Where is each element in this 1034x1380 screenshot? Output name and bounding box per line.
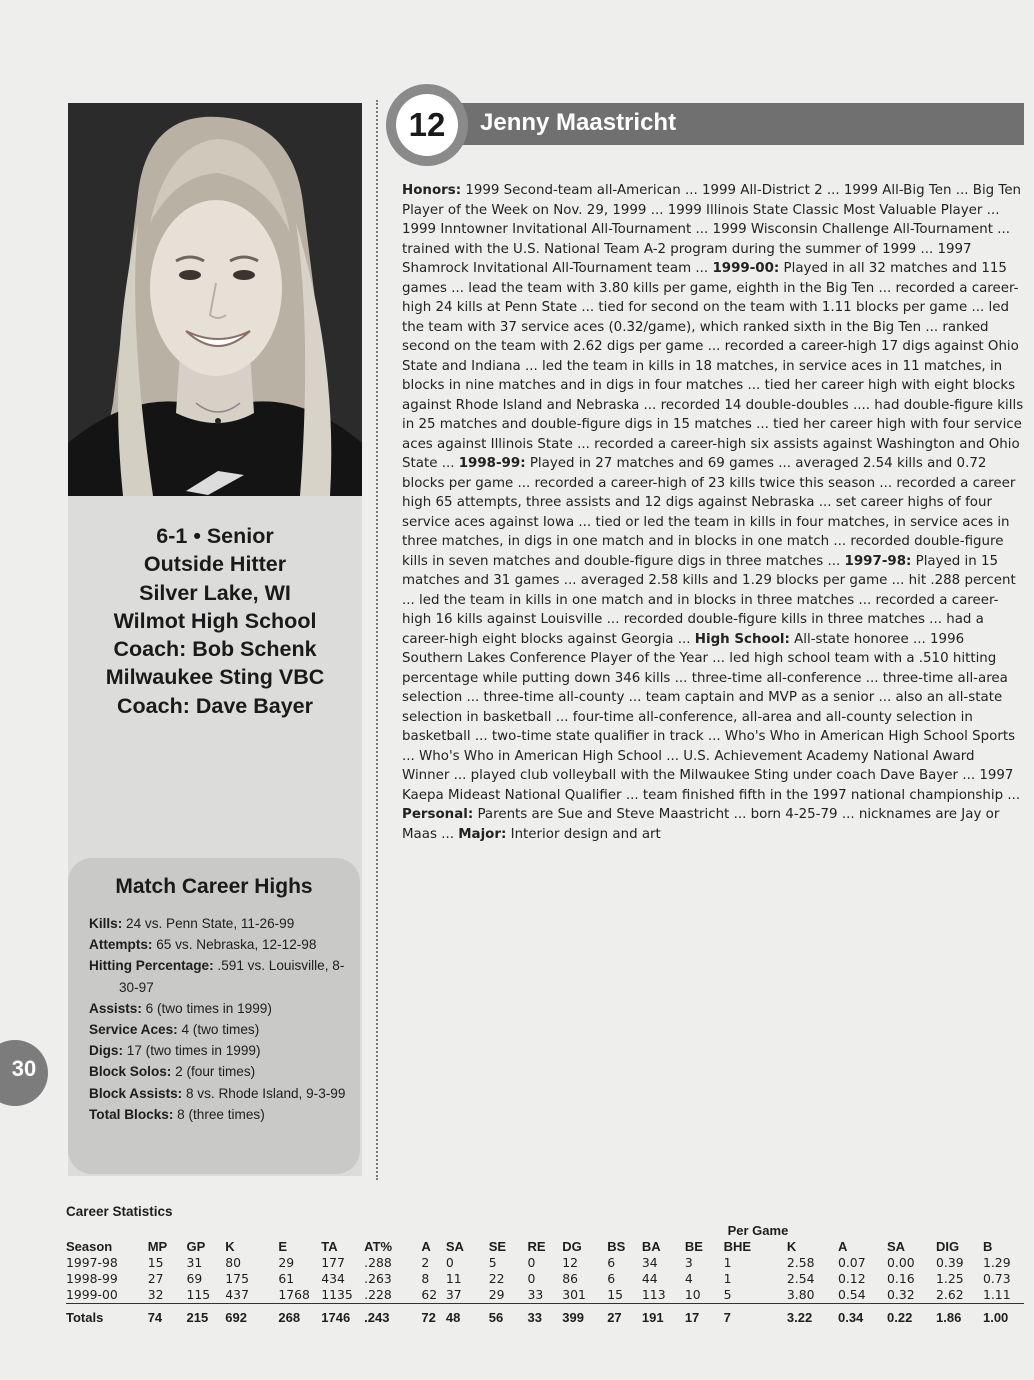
high-value: .591 vs. Louisville, 8-30-97 (119, 958, 345, 995)
portrait-illustration (68, 103, 362, 496)
player-photo (68, 103, 362, 496)
col-header: GP (186, 1239, 206, 1254)
table-row (66, 1287, 1024, 1304)
cell: 6 (607, 1255, 616, 1270)
high-label: Kills: (89, 916, 123, 931)
cell: 399 (562, 1304, 607, 1327)
col-header: BE (684, 1239, 703, 1254)
high-value: 24 vs. Penn State, 11-26-99 (126, 916, 295, 931)
cell: 0.54 (837, 1287, 866, 1302)
col-header: A (421, 1239, 431, 1254)
cell: 0 (445, 1255, 454, 1270)
career-statistics-title: Career Statistics (66, 1204, 173, 1219)
info-height-class: 6-1 • Senior (156, 524, 274, 548)
cell: 27 (607, 1304, 642, 1327)
cell: 86 (562, 1271, 579, 1286)
cell: 34 (641, 1255, 658, 1270)
cell: 62 (421, 1287, 438, 1302)
cell: 10 (684, 1287, 701, 1302)
career-statistics (66, 1204, 1024, 1326)
cell: 8 (421, 1271, 430, 1286)
bio-text-high-school: All-state honoree ... 1996 Southern Lakes Conference Player of the Year ... led high school team with a .510 hitting percentage while putting down 346 kills ... three-time all-conference ... three-time all-area selection ... three-time all-county ... team captain and MVP as a senior ... also an all-state selection in basketball ... four-time all-conference, all-area and all-county selection in basketball ... two-time state qualifier in track ... Who's Who in American High School Sports ... Who's Who in American High School ... U.S. Achievement Academy National Award Winner ... played club volleyball with the Milwaukee Sting under coach Dave Bayer ... 1997 Kaepa Mideast National Qualifier ... team finished fifth in the 1997 national championship ... (402, 631, 1021, 803)
cell: 437 (225, 1287, 249, 1302)
cell: 1998-99 (66, 1271, 118, 1286)
player-biography (402, 181, 1024, 844)
cell: 48 (446, 1304, 489, 1327)
high-item (89, 1083, 354, 1104)
high-item (89, 913, 354, 934)
cell: 1999-00 (66, 1287, 118, 1302)
high-value: 4 (two times) (181, 1022, 260, 1038)
high-label: Block Assists: (89, 1085, 183, 1101)
high-label: Attempts: (89, 937, 153, 953)
cell: 1 (723, 1271, 732, 1286)
high-label: Total Blocks: (89, 1106, 174, 1122)
cell: 115 (186, 1287, 211, 1302)
cell: 0.34 (838, 1304, 887, 1327)
cell: 29 (278, 1255, 295, 1270)
cell: 434 (321, 1271, 345, 1286)
stats-header-row (66, 1239, 1024, 1255)
col-header: TA (321, 1239, 338, 1254)
cell: 61 (278, 1271, 295, 1286)
per-game-label: Per Game (727, 1223, 789, 1238)
cell: 6 (607, 1271, 616, 1286)
table-row (66, 1255, 1024, 1271)
cell: 113 (641, 1287, 666, 1302)
col-header: SA (887, 1239, 906, 1254)
cell: 29 (488, 1287, 505, 1302)
cell: 0.00 (887, 1255, 915, 1270)
cell: 44 (641, 1271, 658, 1286)
high-label: Hitting Percentage: (89, 958, 214, 974)
match-highs-list (89, 913, 354, 1125)
player-name: Jenny Maastricht (480, 109, 677, 136)
col-header: BA (641, 1239, 661, 1254)
dotted-divider (376, 100, 378, 1180)
cell: 1997-98 (66, 1255, 118, 1270)
cell: 5 (488, 1255, 497, 1270)
cell: 175 (225, 1271, 249, 1286)
jersey-number: 12 (396, 94, 458, 156)
cell: 22 (488, 1271, 505, 1286)
bio-heading-1999-00: 1999-00: (712, 261, 780, 276)
col-header: RE (527, 1239, 546, 1254)
cell: 3.80 (786, 1287, 815, 1302)
bio-text-honors: 1999 Second-team all-American ... 1999 All-District 2 ... 1999 All-Big Ten ... Big Ten Player of the Week on Nov. 29, 1999 ... 1999 Illinois State Classic Most Valuable Player ... 1999 Inntowner Invitational All-Tournament ... 1999 Wisconsin Challenge All-Tournament ... trained with the U.S. National Team A-2 program during the summer of 1999 ... 1997 Shamrock Invitational All-Tournament team ... (402, 183, 1022, 276)
col-header: B (982, 1239, 993, 1254)
info-position: Outside Hitter (143, 552, 287, 577)
high-label: Block Solos: (89, 1064, 172, 1080)
cell: 56 (489, 1304, 528, 1327)
high-item (89, 1040, 354, 1061)
col-header: A (837, 1239, 848, 1254)
bio-heading-personal: Personal: (402, 807, 474, 822)
cell: 1.11 (982, 1287, 1011, 1302)
cell: 215 (187, 1304, 226, 1327)
cell: 3 (684, 1255, 693, 1270)
cell: 0.22 (887, 1304, 936, 1327)
high-value: 2 (four times) (175, 1064, 256, 1080)
totals-row (66, 1304, 1024, 1327)
cell: .228 (364, 1287, 392, 1302)
cell: .263 (364, 1271, 392, 1286)
col-header: BHE (723, 1239, 752, 1254)
high-value: 6 (two times in 1999) (145, 1000, 272, 1016)
col-header: MP (147, 1239, 168, 1254)
col-header: DG (562, 1239, 582, 1254)
cell: 1.86 (936, 1304, 983, 1327)
cell: 0.39 (936, 1255, 964, 1270)
bio-text-major: Interior design and art (506, 826, 661, 842)
cell: 0.73 (982, 1271, 1011, 1286)
cell: 3.22 (787, 1304, 838, 1327)
bio-heading-major: Major: (458, 826, 507, 842)
high-label: Assists: (89, 1000, 142, 1016)
cell: 4 (684, 1271, 693, 1286)
col-header: DIG (936, 1239, 960, 1254)
bio-text-1999-00: Played in all 32 matches and 115 games ... lead the team with 3.80 kills per game, eighth in the Big Ten ... recorded a career-high 24 kills at Penn State ... tied for second on the team with 1.11 blocks per game ... led the team with 37 service aces (0.32/game), which ranked sixth in the Big Ten ... ranked second on the team with 2.62 digs per game ... recorded a career-high 17 digs against Ohio State and Indiana ... led the team in kills in 18 matches, in service aces in 11 matches, in blocks in nine matches and in digs in four matches ... tied her career high with eight blocks against Rhode Island and Nebraska ... recorded 14 double-doubles .... had double-figure kills in 25 matches and double-figure digs in 15 matches ... tied her career high with four service aces against Illinois State ... recorded a career-high six assists against Washington and Ohio State ... (402, 261, 1024, 471)
col-header: Season (66, 1239, 113, 1254)
info-club: Milwaukee Sting VBC (105, 665, 325, 690)
col-header: BS (607, 1239, 626, 1254)
bio-heading-1998-99: 1998-99: (458, 456, 526, 471)
info-high-school: Wilmot High School (113, 608, 317, 633)
cell: 1.29 (982, 1255, 1011, 1270)
cell: 177 (321, 1255, 345, 1270)
cell: 0.16 (887, 1271, 915, 1286)
cell: 268 (278, 1304, 321, 1327)
cell: 2 (421, 1255, 430, 1270)
cell: 27 (147, 1271, 164, 1286)
bio-text-1998-99: Played in 27 matches and 69 games ... averaged 2.54 kills and 0.72 blocks per game ... recorded a career-high of 23 kills twice this season ... recorded a career high 65 attempts, three assists and 12 digs against Nebraska ... set career highs of four service aces against Iowa ... tied or led the team in kills in four matches, in service aces in three matches, in digs in one match and in blocks in one match ... recorded double-figure kills in seven matches and double-figure digs in three matches ... (402, 456, 1016, 569)
cell: 1746 (321, 1304, 364, 1327)
cell: 2.54 (786, 1271, 815, 1286)
high-item (89, 998, 354, 1019)
high-item (89, 934, 354, 955)
high-value: 17 (two times in 1999) (126, 1043, 261, 1059)
cell: 1.00 (983, 1304, 1024, 1327)
high-value: 8 vs. Rhode Island, 9-3-99 (185, 1085, 346, 1101)
high-item (89, 1061, 354, 1082)
high-item (89, 1104, 354, 1125)
info-club-coach: Coach: Dave Bayer (117, 693, 313, 718)
cell: .243 (364, 1304, 421, 1327)
cell: 15 (607, 1287, 623, 1302)
cell: 1135 (321, 1287, 353, 1302)
cell: Totals (66, 1304, 148, 1327)
cell: 15 (147, 1255, 164, 1270)
cell: 0 (527, 1271, 536, 1286)
page-number: 30 (11, 1056, 37, 1081)
cell: 17 (685, 1304, 724, 1327)
cell: 692 (225, 1304, 278, 1327)
cell: 69 (186, 1271, 203, 1286)
bio-heading-1997-98: 1997-98: (844, 553, 912, 569)
cell: 80 (225, 1255, 242, 1270)
cell: 1.25 (936, 1271, 964, 1286)
info-hs-coach: Coach: Bob Schenk (113, 637, 317, 662)
col-header: K (225, 1239, 235, 1254)
col-header: AT% (364, 1239, 393, 1254)
cell: 33 (528, 1304, 563, 1327)
cell: 2.58 (786, 1255, 815, 1270)
cell: 191 (642, 1304, 685, 1327)
per-game-header-row (66, 1219, 1024, 1239)
cell: 5 (723, 1287, 732, 1302)
high-label: Digs: (89, 1043, 123, 1059)
player-info (68, 522, 362, 720)
high-item (89, 955, 354, 997)
cell: 72 (421, 1304, 446, 1327)
cell: 0 (527, 1255, 536, 1270)
cell: 11 (445, 1271, 462, 1286)
cell: 1 (723, 1255, 732, 1270)
cell: 0.07 (837, 1255, 866, 1270)
cell: 301 (562, 1287, 586, 1302)
high-label: Service Aces: (89, 1022, 178, 1038)
cell: 74 (148, 1304, 187, 1327)
cell: 33 (527, 1287, 544, 1302)
bio-heading-honors: Honors: (402, 183, 462, 198)
cell: 2.62 (936, 1287, 964, 1302)
col-header: SA (445, 1239, 464, 1254)
cell: 31 (186, 1255, 203, 1270)
high-item (89, 1019, 354, 1040)
cell: 1768 (278, 1287, 310, 1302)
match-highs-title: Match Career Highs (115, 875, 313, 898)
cell: 32 (147, 1287, 164, 1302)
col-header: SE (488, 1239, 507, 1254)
info-hometown: Silver Lake, WI (139, 580, 291, 605)
bio-heading-high-school: High School: (694, 631, 790, 647)
cell: .288 (364, 1255, 392, 1270)
cell: 37 (445, 1287, 462, 1302)
career-stats-table (66, 1219, 1024, 1326)
high-value: 8 (three times) (177, 1106, 265, 1122)
bio-text-1997-98: Played in 15 matches and 31 games ... averaged 2.58 kills and 1.29 blocks per game ... hit .288 percent ... led the team in kills in one match and in blocks in three matches ... recorded a career-high 16 kills against Louisville ... recorded double-figure kills in three matches ... had a career-high eight blocks against Georgia ... (402, 553, 1016, 647)
cell: 0.12 (837, 1271, 866, 1286)
cell: 0.32 (887, 1287, 915, 1302)
cell: 7 (724, 1304, 787, 1327)
table-row (66, 1271, 1024, 1287)
cell: 12 (562, 1255, 579, 1270)
col-header: K (786, 1239, 797, 1254)
col-header: E (278, 1239, 288, 1254)
high-value: 65 vs. Nebraska, 12-12-98 (156, 937, 317, 953)
bio-text-personal: Parents are Sue and Steve Maastricht ... born 4-25-79 ... nicknames are Jay or Maas ... (402, 807, 1000, 842)
